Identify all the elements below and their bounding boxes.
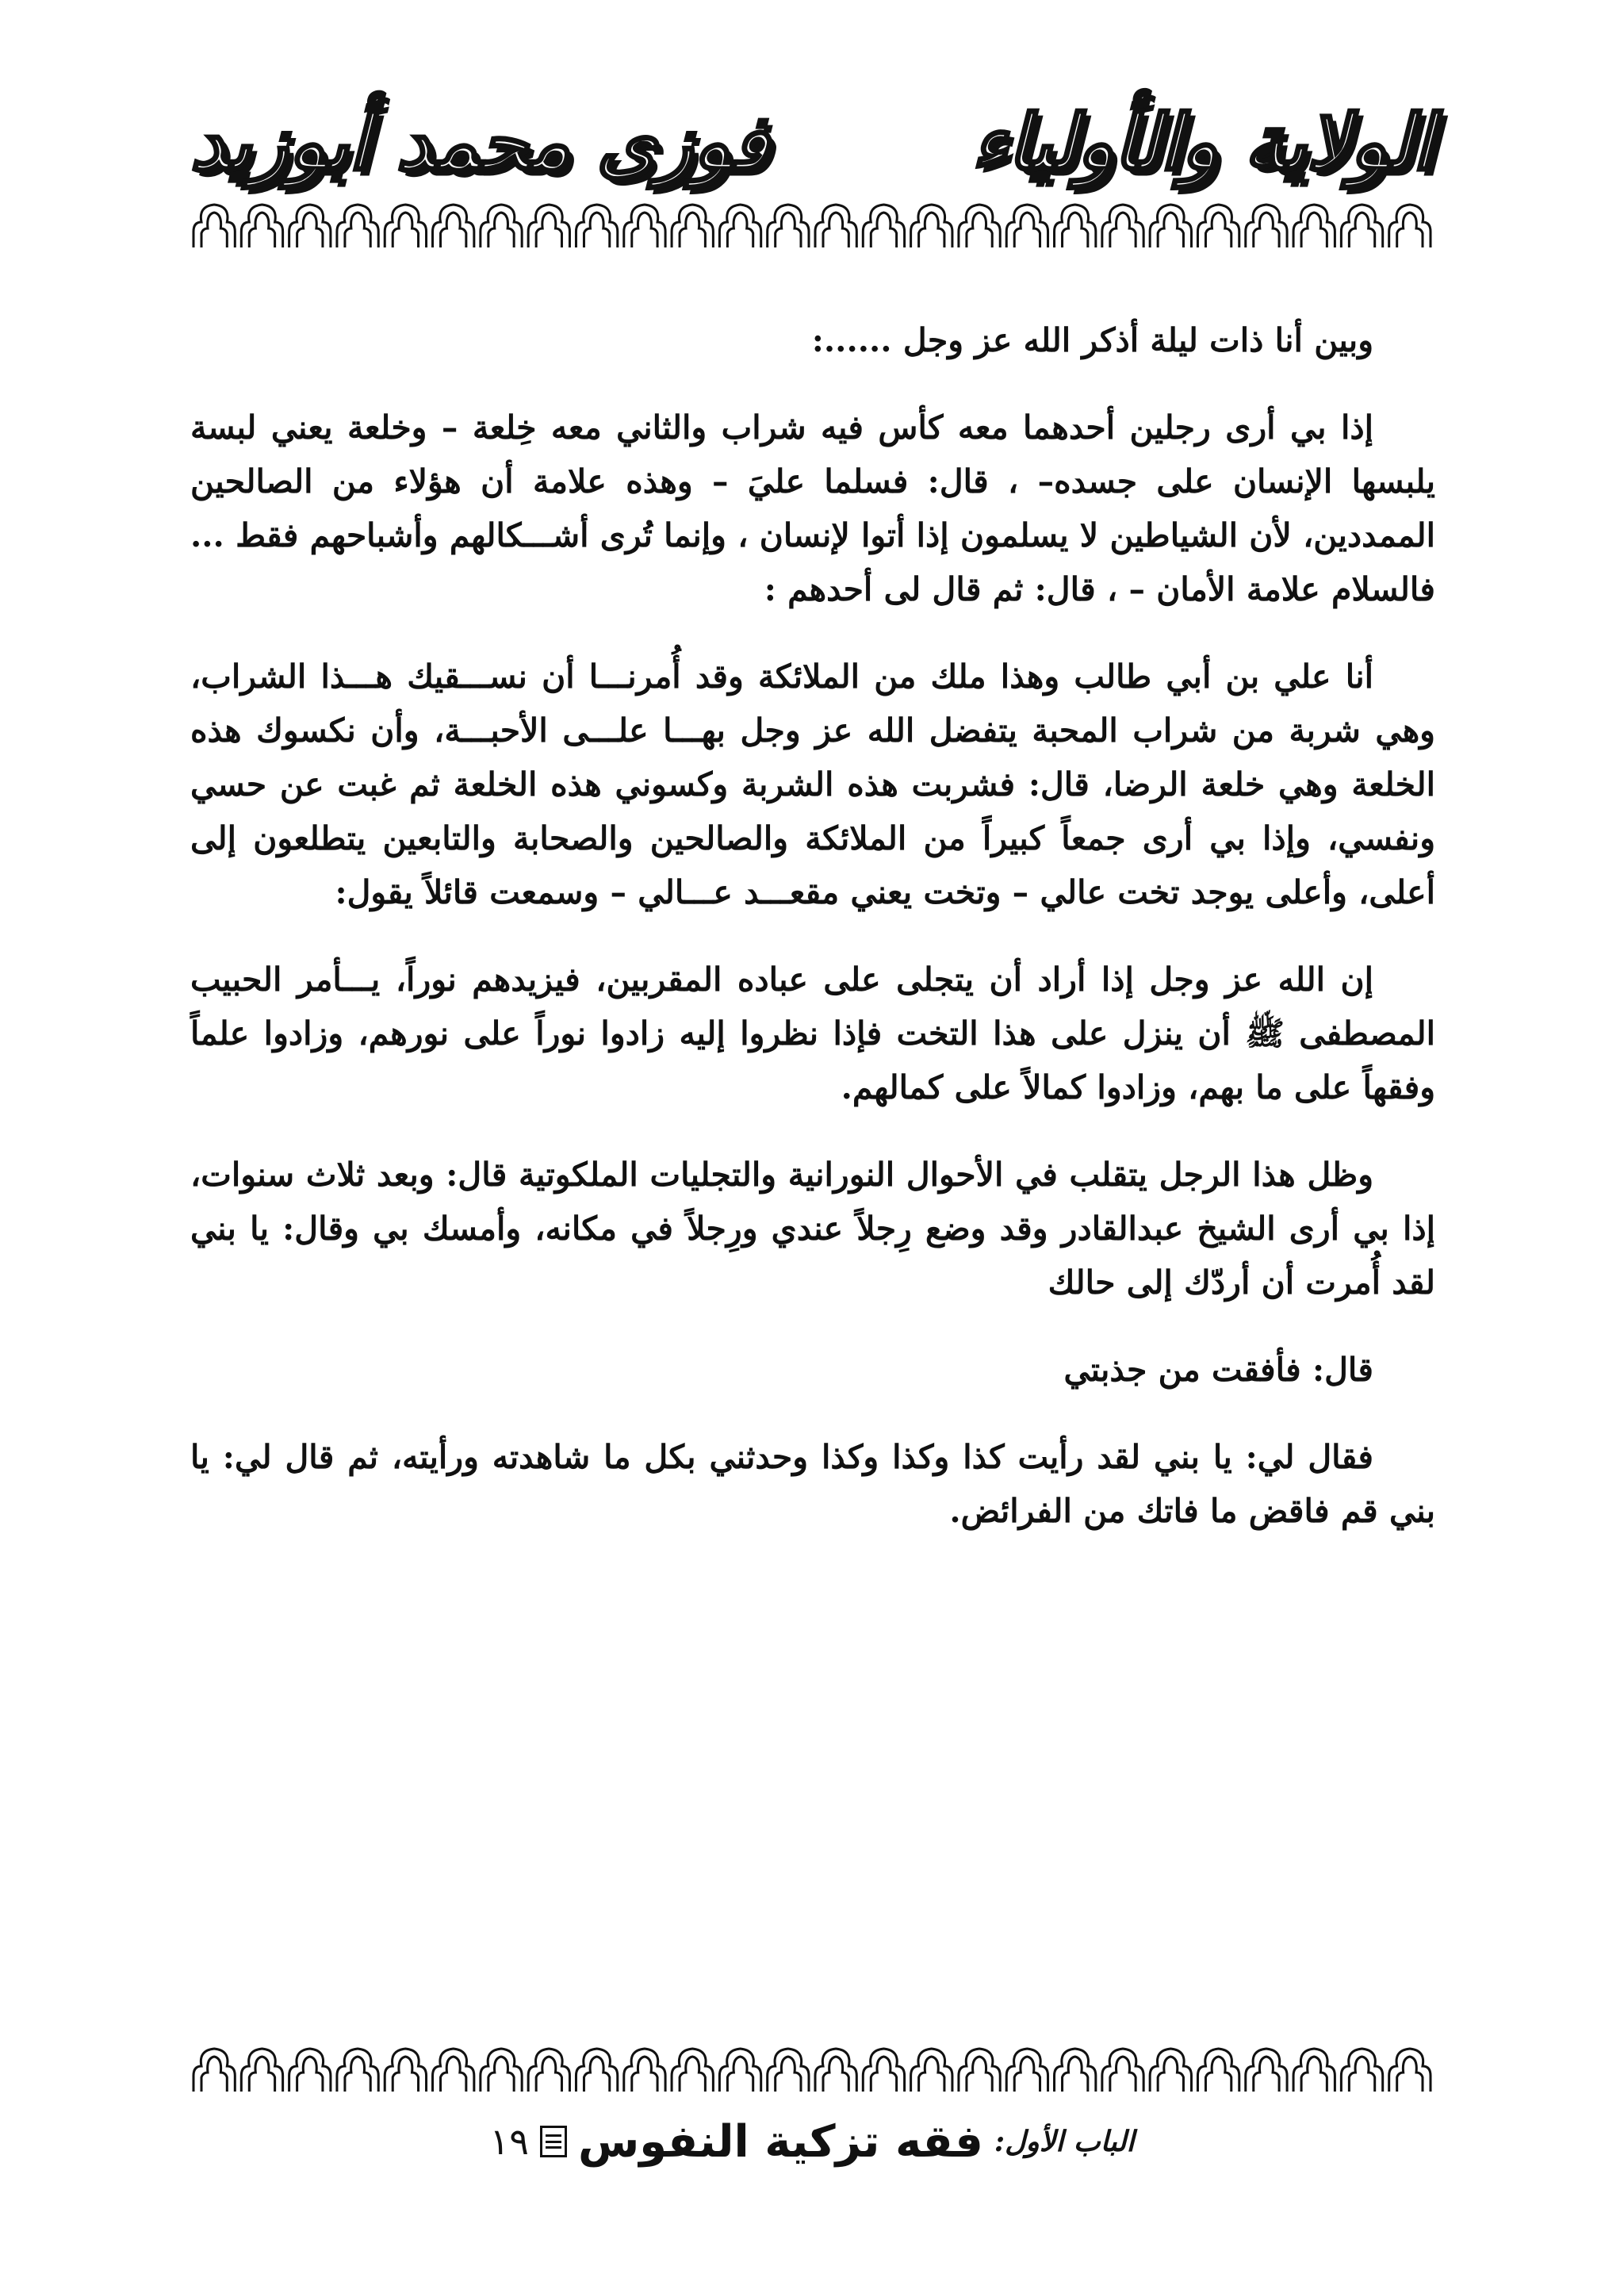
book-page-icon <box>540 2126 567 2157</box>
footer-title: فقه تزكية النفوس <box>577 2115 983 2168</box>
paragraph: أنا علي بن أبي طالب وهذا ملك من الملائكة وقد أُمرنـــا أن نســـقيك هـــذا الشراب، وهي شربة من شراب المحبة يتفضل الله عز وجل بهـــا علـــى الأحبـــة، وأن نكسوك هذه الخلعة وهي خلعة الرضا، قال: فشربت هذه الشربة وكسوني هذه الخلعة ثم غبت عن حسي ونفسي، وإذا بي أرى جمعاً كبيراً من الملائكة والصالحين والصحابة والتابعين يتطلعون إلى أعلى، وأعلى يوجد تخت عالي – وتخت يعني مقعـــد عـــالي – وسمعت قائلاً يقول: <box>190 658 1435 911</box>
paragraph: إن الله عز وجل إذا أراد أن يتجلى على عباده المقربين، فيزيدهم نوراً، يـــأمر الحبيب المصطفى ﷺ أن ينزل على هذا التخت فإذا نظروا إليه زادوا نوراً على نورهم، وزادوا علماً وفقهاً على ما بهم، وزادوا كمالاً على كمالهم. <box>190 961 1435 1106</box>
arch-ornament-row <box>193 2049 1431 2092</box>
top-ornament-border <box>190 198 1434 254</box>
book-title: الولاية والأولياء <box>971 98 1434 187</box>
page-header <box>190 91 1434 194</box>
page-number: ١٩ <box>489 2120 529 2163</box>
paragraph: وبين أنا ذات ليلة أذكر الله عز وجل ......: <box>811 321 1373 359</box>
footer-chapter-label: الباب الأول: <box>994 2125 1135 2158</box>
paragraph: قال: فأفقت من جذبتي <box>1063 1351 1373 1389</box>
page-footer <box>0 2110 1624 2173</box>
arch-ornament-row <box>193 205 1431 247</box>
paragraph: وظل هذا الرجل يتقلب في الأحوال النورانية والتجليات الملكوتية قال: وبعد ثلاث سنوات، إذا بي أرى الشيخ عبدالقادر وقد وضع رِجلاً عندي ورِجلاً في مكانه، وأمسك بي وقال: يا بني لقد أُمرت أن أردّك إلى حالك <box>190 1156 1435 1302</box>
bottom-ornament-border <box>190 2042 1434 2098</box>
author-name: فوزى محمد أبوزيد <box>190 98 769 187</box>
paragraph: فقال لي: يا بني لقد رأيت كذا وكذا وكذا وحدثني بكل ما شاهدته ورأيته، ثم قال لي: يا بني قم فاقض ما فاتك من الفرائض. <box>190 1438 1435 1530</box>
paragraph: إذا بي أرى رجلين أحدهما معه كأس فيه شراب والثاني معه خِلعة – وخلعة يعني لبسة يلبسها الإنسان على جسده– ، قال: فسلما عليَ – وهذه علامة أن هؤلاء من الصالحين الممددين، لأن الشياطين لا يسلمون إذا أتوا لإنسان ، وإنما تُرى أشـــكالهم وأشباحهم فقط ... فالسلام علامة الأمان – ، قال: ثم قال لى أحدهم : <box>190 408 1435 608</box>
body-text <box>190 313 1435 1571</box>
